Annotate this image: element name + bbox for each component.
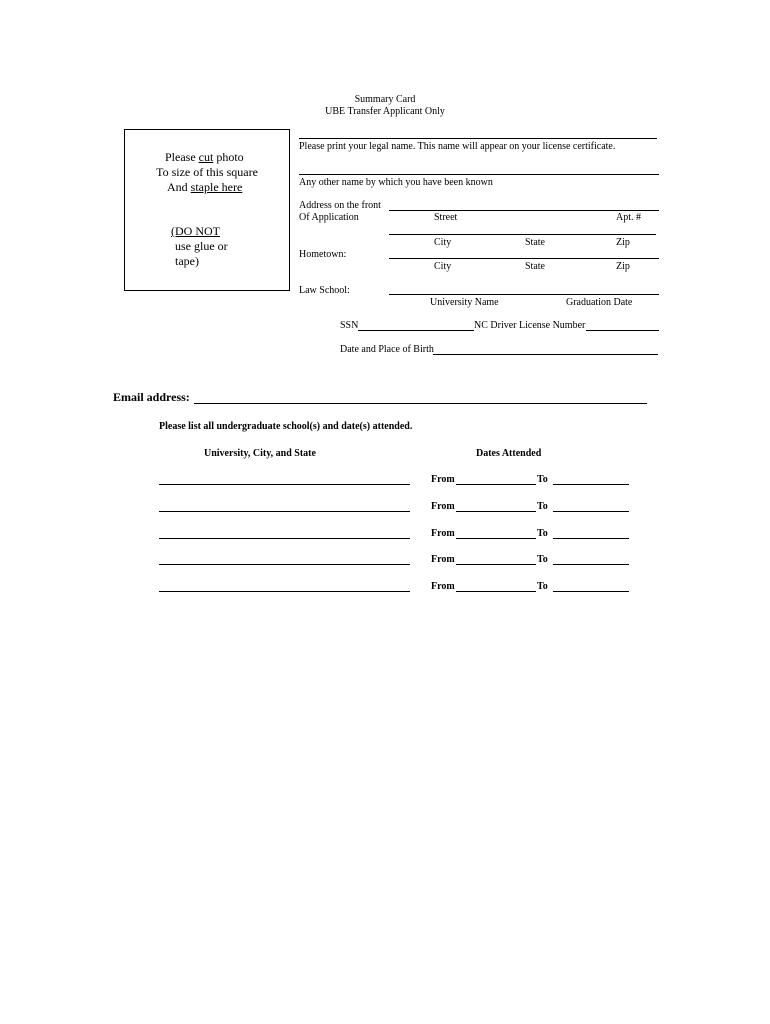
city-label-1: City (434, 237, 452, 248)
from-label: From (431, 527, 455, 539)
zip-label-2: Zip (616, 261, 630, 272)
photo-instruction-line3: And staple here (167, 180, 243, 194)
university-line[interactable] (159, 564, 410, 565)
university-line[interactable] (159, 484, 410, 485)
apt-label: Apt. # (616, 212, 641, 223)
col-university-header: University, City, and State (204, 448, 316, 459)
photo-instruction-line1: Please cut photo (165, 150, 244, 164)
other-name-line[interactable] (299, 174, 659, 175)
photo-instruction-line2: To size of this square (156, 165, 258, 179)
to-label: To (537, 554, 548, 566)
to-label: To (537, 527, 548, 539)
from-label: From (431, 500, 455, 512)
education-instruction: Please list all undergraduate school(s) and date(s) attended. (159, 421, 413, 432)
other-name-label: Any other name by which you have been known (299, 177, 493, 188)
to-date-line[interactable] (553, 564, 629, 565)
from-label: From (431, 581, 455, 593)
street-label: Street (434, 212, 458, 223)
dob-line[interactable] (433, 354, 658, 355)
from-date-line[interactable] (456, 538, 536, 539)
page-title: Summary Card (354, 94, 416, 105)
photo-note-line1: (DO NOT (171, 224, 220, 238)
col-dates-header: Dates Attended (476, 448, 542, 459)
university-line[interactable] (159, 511, 410, 512)
from-date-line[interactable] (456, 591, 536, 592)
email-line[interactable] (194, 403, 647, 404)
to-label: To (537, 500, 548, 512)
page-subtitle: UBE Transfer Applicant Only (325, 106, 445, 117)
from-label: From (431, 554, 455, 566)
to-date-line[interactable] (553, 484, 629, 485)
to-date-line[interactable] (553, 538, 629, 539)
from-date-line[interactable] (456, 484, 536, 485)
university-name-label: University Name (430, 297, 499, 308)
to-date-line[interactable] (553, 591, 629, 592)
legal-name-line[interactable] (299, 138, 657, 139)
ssn-label: SSN (340, 320, 359, 331)
state-label-1: State (525, 237, 545, 248)
university-line[interactable] (159, 591, 410, 592)
to-label: To (537, 581, 548, 593)
address-label-2: Of Application (299, 212, 359, 223)
photo-box (124, 129, 290, 291)
state-label-2: State (525, 261, 545, 272)
legal-name-label: Please print your legal name. This name will appear on your license certificate. (299, 141, 616, 152)
university-line[interactable] (159, 538, 410, 539)
city-label-2: City (434, 261, 452, 272)
to-date-line[interactable] (553, 511, 629, 512)
ssn-line[interactable] (358, 330, 474, 331)
nc-license-label: NC Driver License Number (474, 320, 586, 331)
city-state-zip-line-1[interactable] (389, 234, 656, 235)
dob-label: Date and Place of Birth (340, 344, 434, 355)
email-label: Email address: (113, 390, 190, 404)
graduation-date-label: Graduation Date (566, 297, 633, 308)
photo-note-line2: use glue or (175, 239, 228, 253)
zip-label-1: Zip (616, 237, 630, 248)
city-state-zip-line-2[interactable] (389, 258, 659, 259)
address-label-1: Address on the front (299, 200, 381, 211)
from-label: From (431, 474, 455, 485)
from-date-line[interactable] (456, 564, 536, 565)
photo-note-line3: tape) (175, 254, 199, 268)
hometown-label: Hometown: (299, 249, 347, 260)
to-label: To (537, 474, 548, 485)
law-school-label: Law School: (299, 285, 350, 296)
from-date-line[interactable] (456, 511, 536, 512)
street-line[interactable] (389, 210, 659, 211)
nc-license-line[interactable] (586, 330, 659, 331)
law-school-line[interactable] (389, 294, 659, 295)
